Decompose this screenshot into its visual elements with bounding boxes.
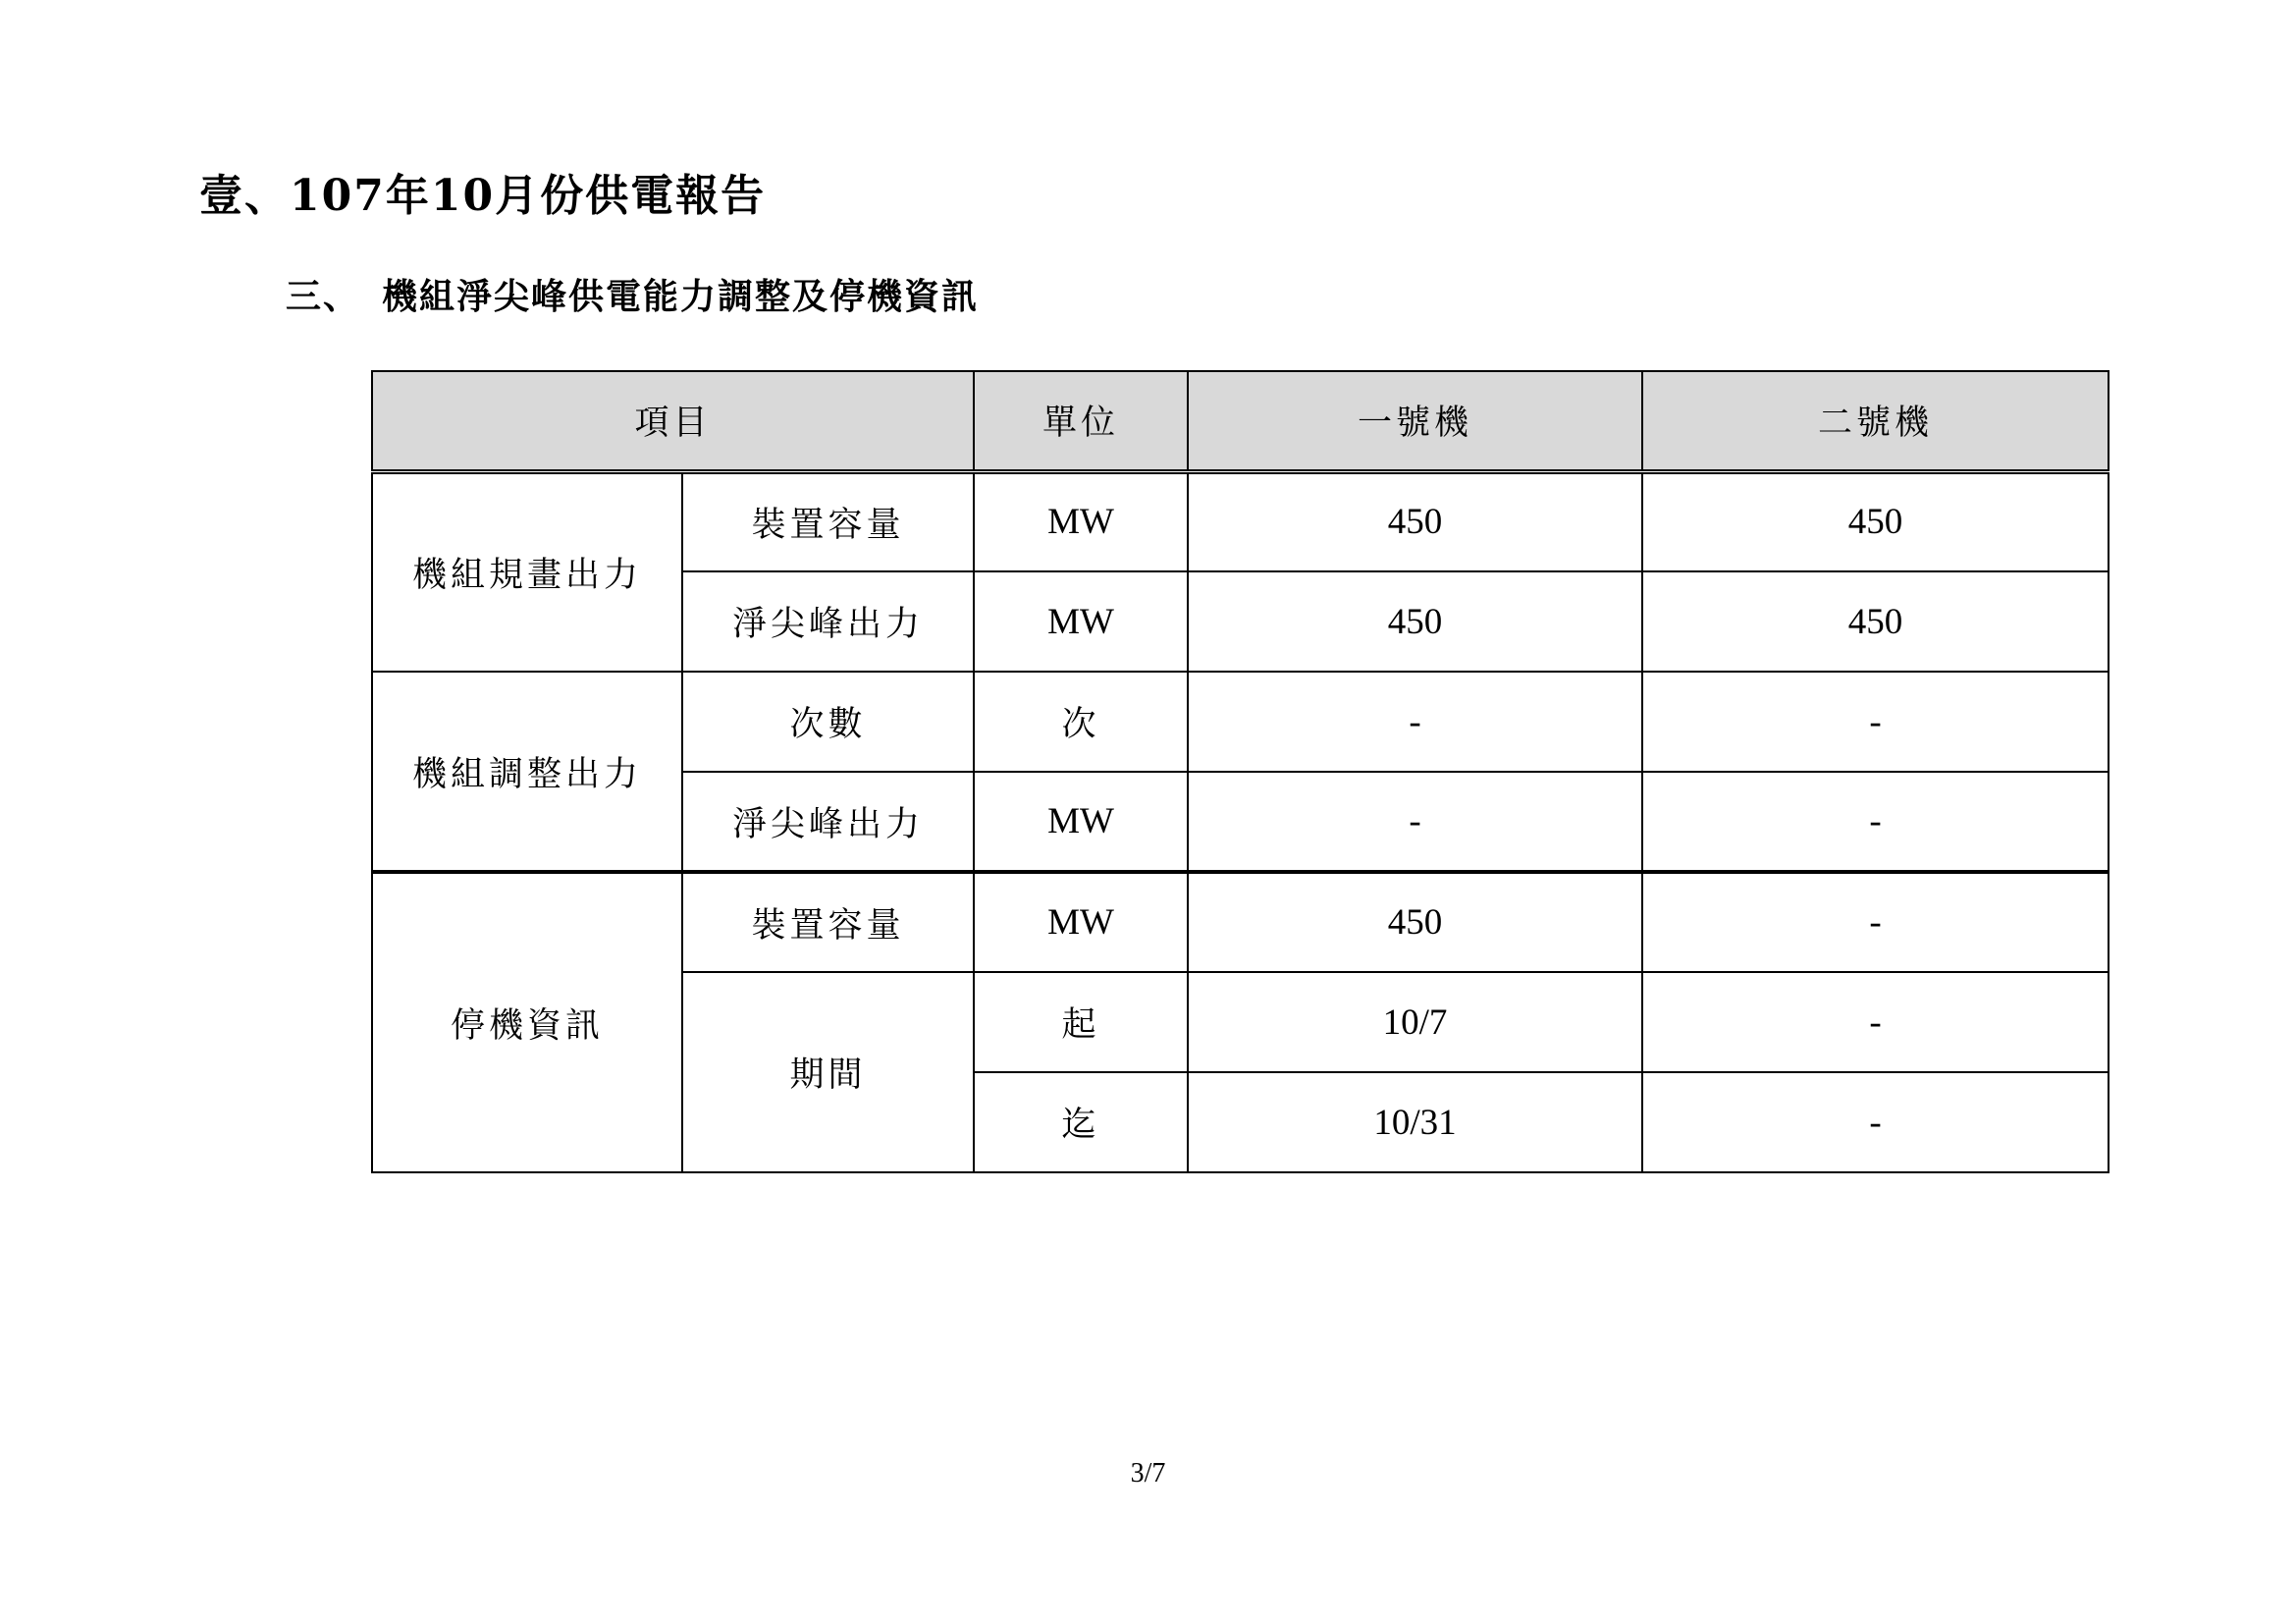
row-unit: MW — [974, 471, 1188, 571]
row-item: 淨尖峰出力 — [682, 571, 974, 672]
unit-2-end-date: - — [1642, 1072, 2109, 1172]
header-unit-2: 二號機 — [1642, 371, 2109, 471]
unit-1-value: 450 — [1188, 872, 1642, 972]
row-item: 次數 — [682, 672, 974, 772]
row-item: 裝置容量 — [682, 471, 974, 571]
unit-2-value: 450 — [1642, 571, 2109, 672]
table-row — [372, 672, 2109, 772]
unit-2-value: - — [1642, 872, 2109, 972]
table-row — [372, 471, 2109, 571]
row-unit-start: 起 — [974, 972, 1188, 1072]
row-unit-end: 迄 — [974, 1072, 1188, 1172]
unit-1-value: 450 — [1188, 571, 1642, 672]
table-header-row — [372, 371, 2109, 471]
unit-2-value: - — [1642, 772, 2109, 872]
header-unit: 單位 — [974, 371, 1188, 471]
row-unit: MW — [974, 872, 1188, 972]
unit-1-value: - — [1188, 672, 1642, 772]
row-item-period: 期間 — [682, 972, 974, 1172]
unit-capacity-table — [371, 370, 2109, 1173]
unit-1-value: - — [1188, 772, 1642, 872]
header-unit-1: 一號機 — [1188, 371, 1642, 471]
section-heading — [286, 270, 979, 323]
row-item: 淨尖峰出力 — [682, 772, 974, 872]
header-item: 項目 — [372, 371, 974, 471]
unit-1-end-date: 10/31 — [1188, 1072, 1642, 1172]
section-heading-text: 機組淨尖峰供電能力調整及停機資訊 — [382, 276, 980, 317]
row-unit: MW — [974, 571, 1188, 672]
unit-2-value: - — [1642, 672, 2109, 772]
unit-2-start-date: - — [1642, 972, 2109, 1072]
row-unit: 次 — [974, 672, 1188, 772]
group-label-outage: 停機資訊 — [372, 872, 682, 1172]
group-label-adjusted: 機組調整出力 — [372, 672, 682, 872]
table-row — [372, 872, 2109, 972]
page-number: 3/7 — [1130, 1458, 1166, 1489]
group-label-planned: 機組規畫出力 — [372, 471, 682, 672]
unit-1-start-date: 10/7 — [1188, 972, 1642, 1072]
row-item: 裝置容量 — [682, 872, 974, 972]
report-title: 壹、107年10月份供電報告 — [199, 171, 767, 221]
unit-2-value: 450 — [1642, 471, 2109, 571]
section-number: 三、 — [286, 276, 361, 317]
row-unit: MW — [974, 772, 1188, 872]
unit-1-value: 450 — [1188, 471, 1642, 571]
